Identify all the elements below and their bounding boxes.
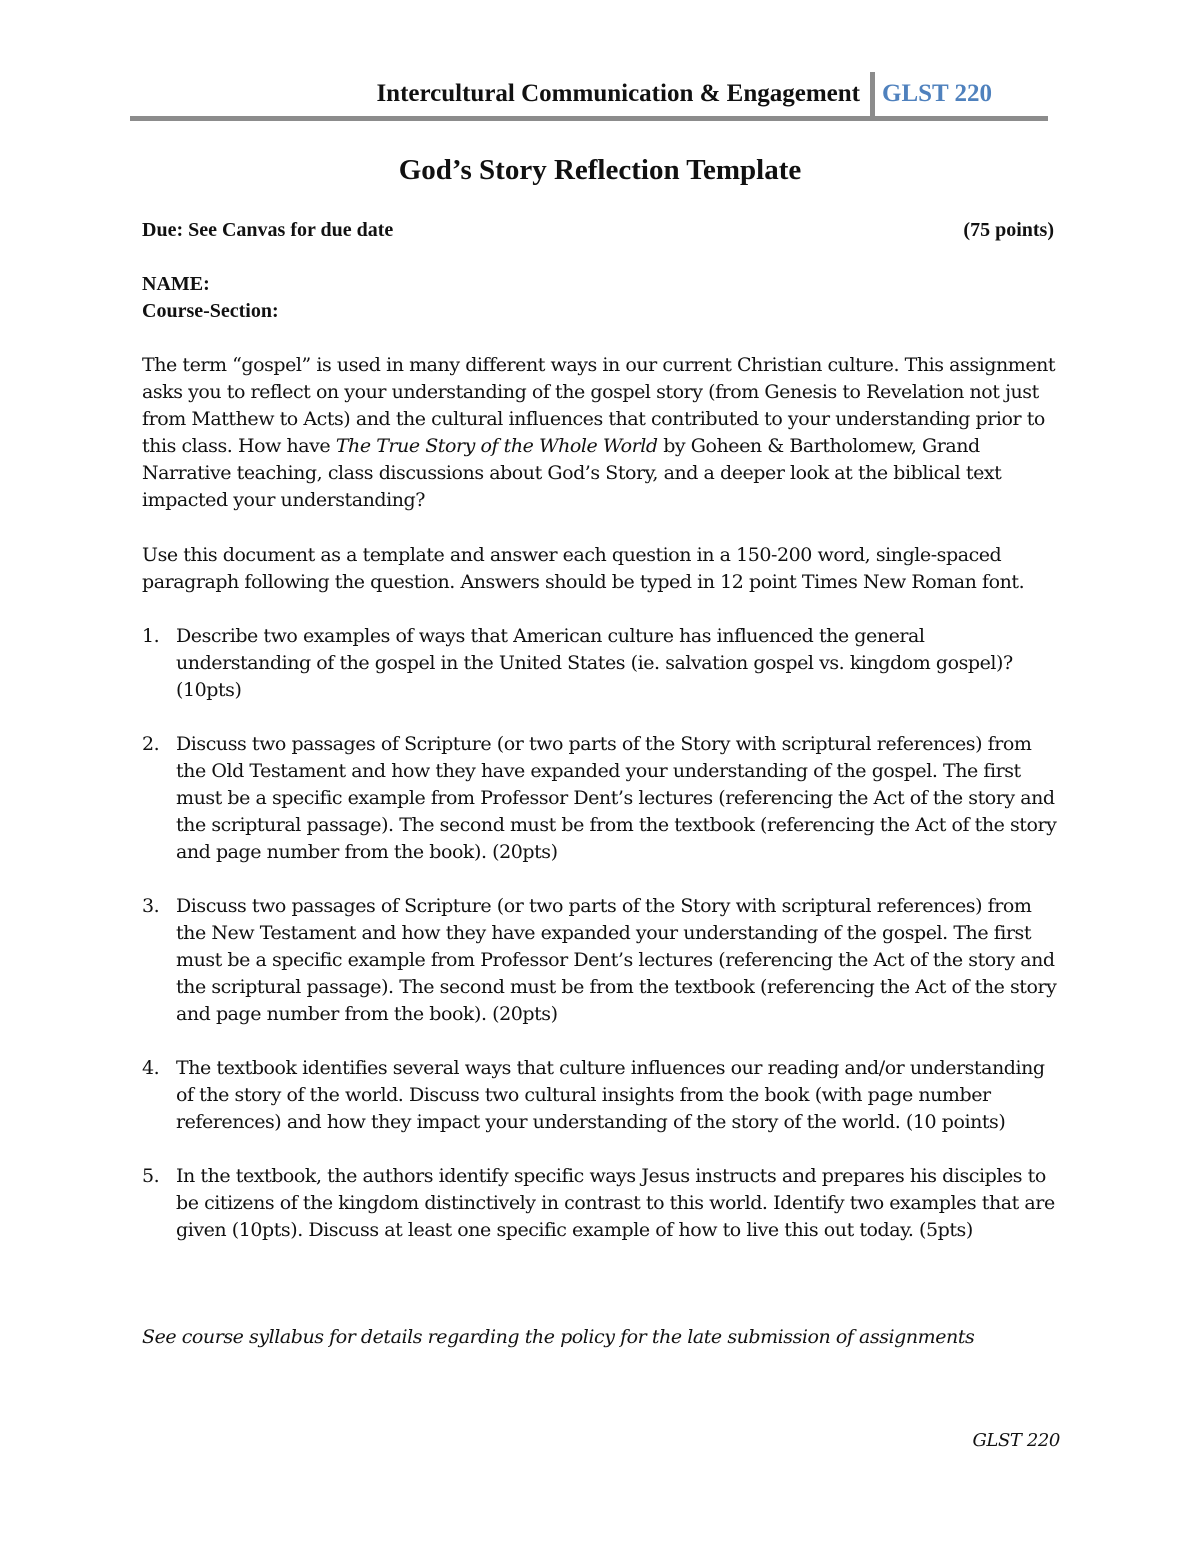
question-text: In the textbook, the authors identify specific ways Jesus instructs and prepares his disciples to be citizens of the kingdom distinctively in contrast to this world. Identify two examples that are given (10pts). Discuss at least one specific example of how to live this out today. (5pts): [176, 1165, 1055, 1241]
name-field-label: NAME:: [142, 273, 210, 295]
due-date-label: Due: See Canvas for due date: [142, 219, 394, 241]
page-header: [130, 72, 1048, 118]
question-1: [142, 623, 1062, 704]
question-number: 4.: [142, 1057, 160, 1079]
question-number: 2.: [142, 733, 160, 755]
header-course-name: Intercultural Communication & Engagement: [376, 80, 860, 107]
instructions-paragraph: Use this document as a template and answer each question in a 150-200 word, single-spaced paragraph following the question. Answers should be typed in 12 point Times New Roman font.: [142, 544, 1025, 593]
intro-text-part2: by Goheen & Bartholomew, Grand Narrative teaching, class discussions about God’s Story, and a deeper look at the biblical text impacted your understanding?: [142, 435, 1002, 511]
intro-text-part1: The term “gospel” is used in many different ways in our current Christian culture. This assignment asks you to reflect on your understanding of the gospel story (from Genesis to Revelation not just from Matthew to Acts) and the cultural influences that contributed to your understanding prior to this class. How have: [142, 354, 1056, 457]
late-policy-note: See course syllabus for details regarding the policy for the late submission of assignments: [142, 1326, 975, 1348]
question-text: Discuss two passages of Scripture (or two parts of the Story with scriptural references) from the Old Testament and how they have expanded your understanding of the gospel. The first must be a specific example from Professor Dent’s lectures (referencing the Act of the story and the scriptural passage). The second must be from the textbook (referencing the Act of the story and page number from the book). (20pts): [176, 733, 1057, 863]
question-number: 3.: [142, 895, 160, 917]
question-text: Discuss two passages of Scripture (or two parts of the Story with scriptural references) from the New Testament and how they have expanded your understanding of the gospel. The first must be a specific example from Professor Dent’s lectures (referencing the Act of the story and the scriptural passage). The second must be from the textbook (referencing the Act of the story and page number from the book). (20pts): [176, 895, 1057, 1025]
header-divider: [870, 72, 875, 118]
book-title: The True Story of the Whole World: [335, 435, 658, 457]
intro-paragraph: [142, 352, 1062, 514]
question-text: Describe two examples of ways that American culture has influenced the general understanding of the gospel in the United States (ie. salvation gospel vs. kingdom gospel)? (10pts): [176, 625, 1013, 701]
header-course-code: GLST 220: [882, 80, 992, 107]
question-5: [142, 1163, 1062, 1244]
question-4: [142, 1055, 1062, 1136]
question-number: 5.: [142, 1165, 160, 1187]
header-rule: [130, 116, 1048, 121]
page-footer: GLST 220: [972, 1430, 1060, 1451]
document-title: God’s Story Reflection Template: [398, 154, 802, 186]
question-text: The textbook identifies several ways that culture influences our reading and/or understanding of the story of the world. Discuss two cultural insights from the book (with page number references) and how they impact your understanding of the story of the world. (10 points): [176, 1057, 1045, 1133]
question-3: [142, 893, 1062, 1028]
question-number: 1.: [142, 625, 160, 647]
question-2: [142, 731, 1062, 866]
question-list: [142, 623, 1062, 1271]
points-label: (75 points): [963, 219, 1054, 241]
course-section-label: Course-Section:: [142, 300, 279, 322]
